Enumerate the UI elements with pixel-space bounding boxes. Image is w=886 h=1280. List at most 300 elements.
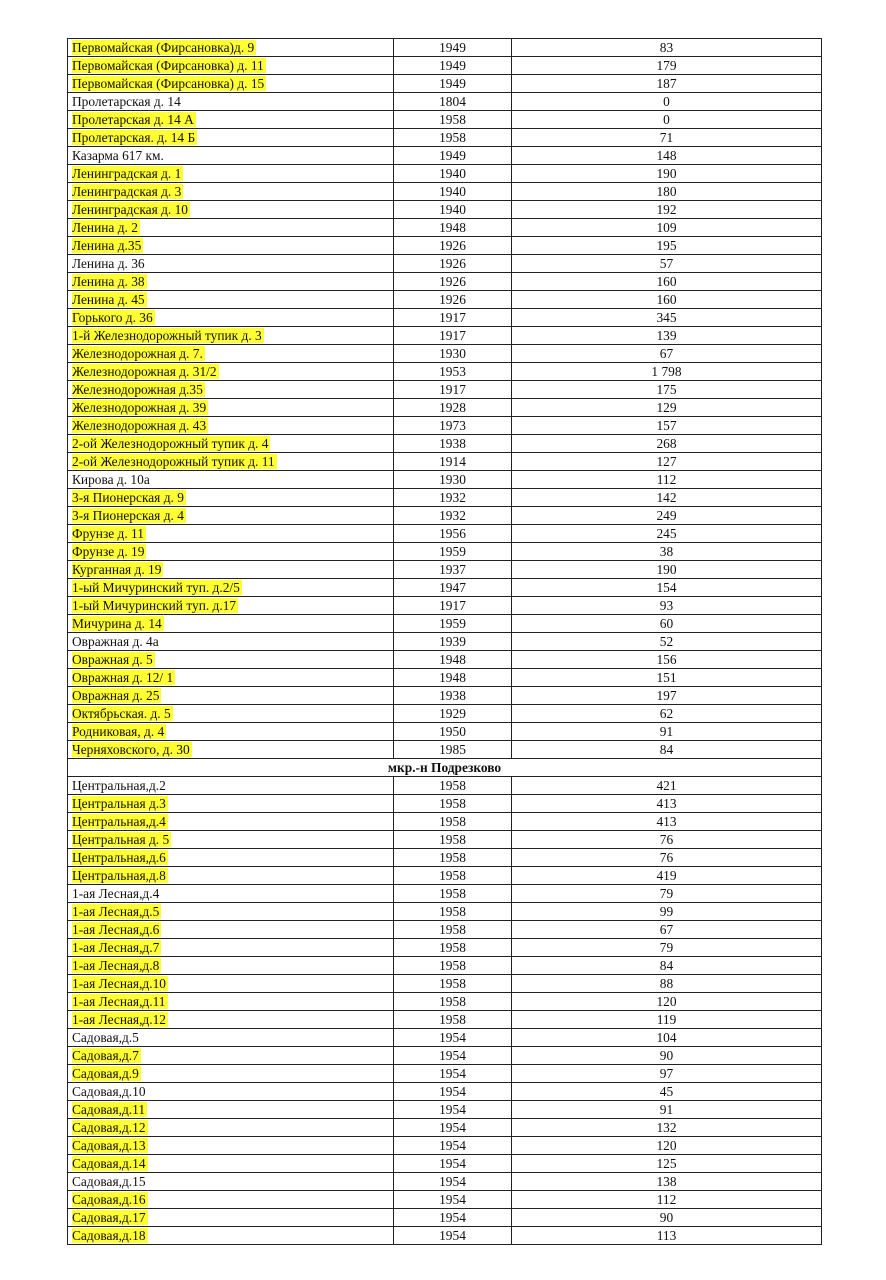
year-cell: 1973 bbox=[394, 417, 512, 435]
table-row bbox=[68, 381, 822, 399]
address-text: 1-ая Лесная,д.5 bbox=[72, 903, 160, 919]
table-row bbox=[68, 435, 822, 453]
year-cell: 1937 bbox=[394, 561, 512, 579]
address-cell bbox=[68, 327, 394, 345]
address-text: Садовая,д.13 bbox=[72, 1137, 146, 1153]
table-row bbox=[68, 525, 822, 543]
address-text: 1-ая Лесная,д.11 bbox=[72, 993, 166, 1009]
address-cell bbox=[68, 399, 394, 417]
address-cell bbox=[68, 1029, 394, 1047]
value-cell: 113 bbox=[512, 1227, 822, 1245]
address-text: Железнодорожная д. 31/2 bbox=[72, 363, 217, 379]
year-cell: 1958 bbox=[394, 867, 512, 885]
address-cell bbox=[68, 1173, 394, 1191]
year-cell: 1958 bbox=[394, 885, 512, 903]
table-row bbox=[68, 723, 822, 741]
value-cell: 138 bbox=[512, 1173, 822, 1191]
table-row bbox=[68, 939, 822, 957]
year-cell: 1954 bbox=[394, 1227, 512, 1245]
address-text: Железнодорожная д. 7. bbox=[72, 345, 203, 361]
address-cell bbox=[68, 75, 394, 93]
address-text: Овражная д. 4а bbox=[72, 633, 159, 649]
table-row bbox=[68, 1119, 822, 1137]
table-row bbox=[68, 651, 822, 669]
address-text: Садовая,д.17 bbox=[72, 1209, 146, 1225]
table-row bbox=[68, 1047, 822, 1065]
address-text: Садовая,д.18 bbox=[72, 1227, 146, 1243]
address-cell bbox=[68, 1227, 394, 1245]
address-text: Железнодорожная д.35 bbox=[72, 381, 203, 397]
address-cell bbox=[68, 1155, 394, 1173]
section-header-row bbox=[68, 759, 822, 777]
table-row bbox=[68, 633, 822, 651]
table-row bbox=[68, 183, 822, 201]
value-cell: 112 bbox=[512, 471, 822, 489]
year-cell: 1954 bbox=[394, 1083, 512, 1101]
year-cell: 1954 bbox=[394, 1029, 512, 1047]
table-row bbox=[68, 1083, 822, 1101]
section-title: мкр.-н Подрезково bbox=[68, 759, 822, 777]
address-text: Овражная д. 25 bbox=[72, 687, 160, 703]
table-row bbox=[68, 147, 822, 165]
address-text: Центральная,д.6 bbox=[72, 849, 166, 865]
table-row bbox=[68, 471, 822, 489]
year-cell: 1926 bbox=[394, 255, 512, 273]
year-cell: 1939 bbox=[394, 633, 512, 651]
table-row bbox=[68, 579, 822, 597]
table-row bbox=[68, 39, 822, 57]
table-row bbox=[68, 291, 822, 309]
address-text: Кирова д. 10а bbox=[72, 471, 150, 487]
address-text: Садовая,д.9 bbox=[72, 1065, 139, 1081]
year-cell: 1958 bbox=[394, 849, 512, 867]
address-cell bbox=[68, 633, 394, 651]
address-text: 1-й Железнодорожный тупик д. 3 bbox=[72, 327, 262, 343]
value-cell: 90 bbox=[512, 1047, 822, 1065]
year-cell: 1959 bbox=[394, 543, 512, 561]
address-cell bbox=[68, 435, 394, 453]
address-cell bbox=[68, 345, 394, 363]
address-cell bbox=[68, 903, 394, 921]
address-cell bbox=[68, 975, 394, 993]
address-cell bbox=[68, 1065, 394, 1083]
value-cell: 192 bbox=[512, 201, 822, 219]
table-row bbox=[68, 1209, 822, 1227]
year-cell: 1938 bbox=[394, 435, 512, 453]
table-row bbox=[68, 543, 822, 561]
housing-table-body bbox=[68, 39, 822, 1245]
year-cell: 1985 bbox=[394, 741, 512, 759]
value-cell: 97 bbox=[512, 1065, 822, 1083]
value-cell: 0 bbox=[512, 111, 822, 129]
table-row bbox=[68, 903, 822, 921]
value-cell: 67 bbox=[512, 345, 822, 363]
year-cell: 1954 bbox=[394, 1119, 512, 1137]
table-row bbox=[68, 705, 822, 723]
address-cell bbox=[68, 939, 394, 957]
value-cell: 160 bbox=[512, 273, 822, 291]
year-cell: 1958 bbox=[394, 993, 512, 1011]
address-text: Ленинградская д. 1 bbox=[72, 165, 182, 181]
address-cell bbox=[68, 471, 394, 489]
value-cell: 180 bbox=[512, 183, 822, 201]
value-cell: 120 bbox=[512, 1137, 822, 1155]
value-cell: 120 bbox=[512, 993, 822, 1011]
address-text: 1-ая Лесная,д.6 bbox=[72, 921, 160, 937]
value-cell: 91 bbox=[512, 1101, 822, 1119]
address-cell bbox=[68, 831, 394, 849]
address-cell bbox=[68, 687, 394, 705]
year-cell: 1914 bbox=[394, 453, 512, 471]
address-text: Железнодорожная д. 43 bbox=[72, 417, 207, 433]
address-text: Овражная д. 5 bbox=[72, 651, 153, 667]
address-text: Садовая,д.16 bbox=[72, 1191, 146, 1207]
address-cell bbox=[68, 417, 394, 435]
address-text: 3-я Пионерская д. 4 bbox=[72, 507, 184, 523]
value-cell: 125 bbox=[512, 1155, 822, 1173]
address-text: Фрунзе д. 11 bbox=[72, 525, 144, 541]
year-cell: 1929 bbox=[394, 705, 512, 723]
address-text: 1-ый Мичуринский туп. д.2/5 bbox=[72, 579, 240, 595]
year-cell: 1940 bbox=[394, 201, 512, 219]
year-cell: 1954 bbox=[394, 1065, 512, 1083]
address-text: Садовая,д.15 bbox=[72, 1173, 146, 1189]
value-cell: 38 bbox=[512, 543, 822, 561]
value-cell: 62 bbox=[512, 705, 822, 723]
address-text: Центральная,д.4 bbox=[72, 813, 166, 829]
address-text: Первомайская (Фирсановка)д. 9 bbox=[72, 39, 255, 55]
address-cell bbox=[68, 741, 394, 759]
year-cell: 1953 bbox=[394, 363, 512, 381]
address-text: Пролетарская д. 14 А bbox=[72, 111, 194, 127]
value-cell: 345 bbox=[512, 309, 822, 327]
address-text: 1-ый Мичуринский туп. д.17 bbox=[72, 597, 237, 613]
value-cell: 187 bbox=[512, 75, 822, 93]
year-cell: 1954 bbox=[394, 1137, 512, 1155]
table-row bbox=[68, 363, 822, 381]
address-cell bbox=[68, 363, 394, 381]
table-row bbox=[68, 237, 822, 255]
year-cell: 1948 bbox=[394, 219, 512, 237]
value-cell: 84 bbox=[512, 741, 822, 759]
year-cell: 1954 bbox=[394, 1173, 512, 1191]
table-row bbox=[68, 309, 822, 327]
table-row bbox=[68, 399, 822, 417]
value-cell: 99 bbox=[512, 903, 822, 921]
year-cell: 1958 bbox=[394, 111, 512, 129]
year-cell: 1917 bbox=[394, 597, 512, 615]
value-cell: 127 bbox=[512, 453, 822, 471]
address-cell bbox=[68, 795, 394, 813]
year-cell: 1954 bbox=[394, 1155, 512, 1173]
year-cell: 1958 bbox=[394, 903, 512, 921]
year-cell: 1949 bbox=[394, 75, 512, 93]
address-cell bbox=[68, 309, 394, 327]
value-cell: 179 bbox=[512, 57, 822, 75]
table-row bbox=[68, 1173, 822, 1191]
value-cell: 154 bbox=[512, 579, 822, 597]
year-cell: 1958 bbox=[394, 777, 512, 795]
address-cell bbox=[68, 489, 394, 507]
value-cell: 84 bbox=[512, 957, 822, 975]
address-cell bbox=[68, 1191, 394, 1209]
table-row bbox=[68, 327, 822, 345]
address-text: Ленина д. 36 bbox=[72, 255, 145, 271]
value-cell: 245 bbox=[512, 525, 822, 543]
value-cell: 190 bbox=[512, 561, 822, 579]
address-text: Ленина д. 2 bbox=[72, 219, 138, 235]
address-text: Садовая,д.7 bbox=[72, 1047, 139, 1063]
address-cell bbox=[68, 453, 394, 471]
table-row bbox=[68, 831, 822, 849]
address-text: Курганная д. 19 bbox=[72, 561, 162, 577]
address-cell bbox=[68, 525, 394, 543]
year-cell: 1949 bbox=[394, 57, 512, 75]
value-cell: 79 bbox=[512, 939, 822, 957]
year-cell: 1930 bbox=[394, 345, 512, 363]
value-cell: 76 bbox=[512, 849, 822, 867]
address-text: Черняховского, д. 30 bbox=[72, 741, 190, 757]
address-text: Первомайская (Фирсановка) д. 11 bbox=[72, 57, 264, 73]
year-cell: 1958 bbox=[394, 795, 512, 813]
address-cell bbox=[68, 201, 394, 219]
table-row bbox=[68, 273, 822, 291]
table-row bbox=[68, 1011, 822, 1029]
address-text: 2-ой Железнодорожный тупик д. 4 bbox=[72, 435, 269, 451]
value-cell: 90 bbox=[512, 1209, 822, 1227]
table-row bbox=[68, 417, 822, 435]
address-cell bbox=[68, 921, 394, 939]
table-row bbox=[68, 57, 822, 75]
address-cell bbox=[68, 615, 394, 633]
address-cell bbox=[68, 1209, 394, 1227]
table-row bbox=[68, 921, 822, 939]
table-row bbox=[68, 849, 822, 867]
address-cell bbox=[68, 579, 394, 597]
value-cell: 139 bbox=[512, 327, 822, 345]
table-row bbox=[68, 1065, 822, 1083]
address-cell bbox=[68, 1047, 394, 1065]
address-cell bbox=[68, 669, 394, 687]
year-cell: 1938 bbox=[394, 687, 512, 705]
year-cell: 1948 bbox=[394, 651, 512, 669]
value-cell: 83 bbox=[512, 39, 822, 57]
address-text: Садовая,д.11 bbox=[72, 1101, 146, 1117]
table-row bbox=[68, 165, 822, 183]
year-cell: 1940 bbox=[394, 183, 512, 201]
table-row bbox=[68, 75, 822, 93]
address-cell bbox=[68, 1119, 394, 1137]
address-cell bbox=[68, 1137, 394, 1155]
address-text: 1-ая Лесная,д.4 bbox=[72, 885, 160, 901]
address-text: 1-ая Лесная,д.10 bbox=[72, 975, 166, 991]
table-row bbox=[68, 597, 822, 615]
address-cell bbox=[68, 57, 394, 75]
table-row bbox=[68, 93, 822, 111]
year-cell: 1958 bbox=[394, 813, 512, 831]
table-row bbox=[68, 255, 822, 273]
value-cell: 268 bbox=[512, 435, 822, 453]
year-cell: 1958 bbox=[394, 1011, 512, 1029]
year-cell: 1954 bbox=[394, 1101, 512, 1119]
table-row bbox=[68, 795, 822, 813]
value-cell: 76 bbox=[512, 831, 822, 849]
year-cell: 1954 bbox=[394, 1209, 512, 1227]
address-text: Пролетарская д. 14 bbox=[72, 93, 181, 109]
address-cell bbox=[68, 93, 394, 111]
value-cell: 249 bbox=[512, 507, 822, 525]
year-cell: 1926 bbox=[394, 291, 512, 309]
address-text: Центральная д.3 bbox=[72, 795, 166, 811]
address-text: Родниковая, д. 4 bbox=[72, 723, 165, 739]
address-text: 1-ая Лесная,д.12 bbox=[72, 1011, 166, 1027]
table-row bbox=[68, 687, 822, 705]
value-cell: 129 bbox=[512, 399, 822, 417]
address-cell bbox=[68, 957, 394, 975]
address-text: Горького д. 36 bbox=[72, 309, 153, 325]
table-row bbox=[68, 993, 822, 1011]
year-cell: 1917 bbox=[394, 327, 512, 345]
value-cell: 93 bbox=[512, 597, 822, 615]
year-cell: 1958 bbox=[394, 975, 512, 993]
year-cell: 1956 bbox=[394, 525, 512, 543]
year-cell: 1949 bbox=[394, 147, 512, 165]
address-cell bbox=[68, 111, 394, 129]
value-cell: 142 bbox=[512, 489, 822, 507]
year-cell: 1926 bbox=[394, 273, 512, 291]
year-cell: 1932 bbox=[394, 489, 512, 507]
address-text: Железнодорожная д. 39 bbox=[72, 399, 207, 415]
address-text: Садовая,д.5 bbox=[72, 1029, 139, 1045]
value-cell: 60 bbox=[512, 615, 822, 633]
address-text: 3-я Пионерская д. 9 bbox=[72, 489, 184, 505]
value-cell: 71 bbox=[512, 129, 822, 147]
value-cell: 157 bbox=[512, 417, 822, 435]
value-cell: 79 bbox=[512, 885, 822, 903]
value-cell: 1 798 bbox=[512, 363, 822, 381]
address-text: 1-ая Лесная,д.7 bbox=[72, 939, 160, 955]
address-text: Ленина д. 45 bbox=[72, 291, 145, 307]
address-cell bbox=[68, 183, 394, 201]
value-cell: 45 bbox=[512, 1083, 822, 1101]
address-cell bbox=[68, 993, 394, 1011]
value-cell: 421 bbox=[512, 777, 822, 795]
year-cell: 1947 bbox=[394, 579, 512, 597]
value-cell: 175 bbox=[512, 381, 822, 399]
year-cell: 1948 bbox=[394, 669, 512, 687]
address-text: Мичурина д. 14 bbox=[72, 615, 162, 631]
address-text: 1-ая Лесная,д.8 bbox=[72, 957, 160, 973]
table-row bbox=[68, 345, 822, 363]
value-cell: 160 bbox=[512, 291, 822, 309]
address-cell bbox=[68, 129, 394, 147]
year-cell: 1950 bbox=[394, 723, 512, 741]
address-cell bbox=[68, 561, 394, 579]
table-row bbox=[68, 1137, 822, 1155]
table-row bbox=[68, 561, 822, 579]
table-row bbox=[68, 129, 822, 147]
address-text: Ленинградская д. 3 bbox=[72, 183, 182, 199]
table-row bbox=[68, 1101, 822, 1119]
year-cell: 1804 bbox=[394, 93, 512, 111]
address-cell bbox=[68, 219, 394, 237]
address-text: Первомайская (Фирсановка) д. 15 bbox=[72, 75, 265, 91]
table-row bbox=[68, 957, 822, 975]
year-cell: 1928 bbox=[394, 399, 512, 417]
address-text: Садовая,д.12 bbox=[72, 1119, 146, 1135]
table-row bbox=[68, 1191, 822, 1209]
table-row bbox=[68, 111, 822, 129]
year-cell: 1958 bbox=[394, 921, 512, 939]
year-cell: 1958 bbox=[394, 129, 512, 147]
address-cell bbox=[68, 39, 394, 57]
address-cell bbox=[68, 885, 394, 903]
table-row bbox=[68, 489, 822, 507]
address-text: Центральная д. 5 bbox=[72, 831, 170, 847]
address-cell bbox=[68, 651, 394, 669]
value-cell: 119 bbox=[512, 1011, 822, 1029]
value-cell: 109 bbox=[512, 219, 822, 237]
table-row bbox=[68, 885, 822, 903]
year-cell: 1917 bbox=[394, 309, 512, 327]
housing-table bbox=[67, 38, 822, 1245]
table-row bbox=[68, 669, 822, 687]
address-text: Центральная,д.2 bbox=[72, 777, 166, 793]
address-text: 2-ой Железнодорожный тупик д. 11 bbox=[72, 453, 275, 469]
value-cell: 419 bbox=[512, 867, 822, 885]
year-cell: 1926 bbox=[394, 237, 512, 255]
table-row bbox=[68, 219, 822, 237]
value-cell: 413 bbox=[512, 795, 822, 813]
table-row bbox=[68, 1029, 822, 1047]
address-cell bbox=[68, 237, 394, 255]
address-cell bbox=[68, 291, 394, 309]
address-text: Садовая,д.10 bbox=[72, 1083, 146, 1099]
address-text: Овражная д. 12/ 1 bbox=[72, 669, 174, 685]
value-cell: 190 bbox=[512, 165, 822, 183]
address-cell bbox=[68, 165, 394, 183]
value-cell: 197 bbox=[512, 687, 822, 705]
address-cell bbox=[68, 849, 394, 867]
value-cell: 88 bbox=[512, 975, 822, 993]
year-cell: 1949 bbox=[394, 39, 512, 57]
address-cell bbox=[68, 867, 394, 885]
year-cell: 1958 bbox=[394, 957, 512, 975]
address-cell bbox=[68, 381, 394, 399]
address-text: Фрунзе д. 19 bbox=[72, 543, 145, 559]
table-row bbox=[68, 741, 822, 759]
table-row bbox=[68, 1155, 822, 1173]
value-cell: 151 bbox=[512, 669, 822, 687]
year-cell: 1958 bbox=[394, 831, 512, 849]
table-row bbox=[68, 867, 822, 885]
table-row bbox=[68, 1227, 822, 1245]
address-cell bbox=[68, 147, 394, 165]
table-row bbox=[68, 507, 822, 525]
address-cell bbox=[68, 597, 394, 615]
address-text: Центральная,д.8 bbox=[72, 867, 166, 883]
table-row bbox=[68, 975, 822, 993]
value-cell: 148 bbox=[512, 147, 822, 165]
address-cell bbox=[68, 705, 394, 723]
table-row bbox=[68, 201, 822, 219]
year-cell: 1917 bbox=[394, 381, 512, 399]
value-cell: 413 bbox=[512, 813, 822, 831]
value-cell: 112 bbox=[512, 1191, 822, 1209]
address-text: Ленина д.35 bbox=[72, 237, 142, 253]
year-cell: 1959 bbox=[394, 615, 512, 633]
address-cell bbox=[68, 507, 394, 525]
